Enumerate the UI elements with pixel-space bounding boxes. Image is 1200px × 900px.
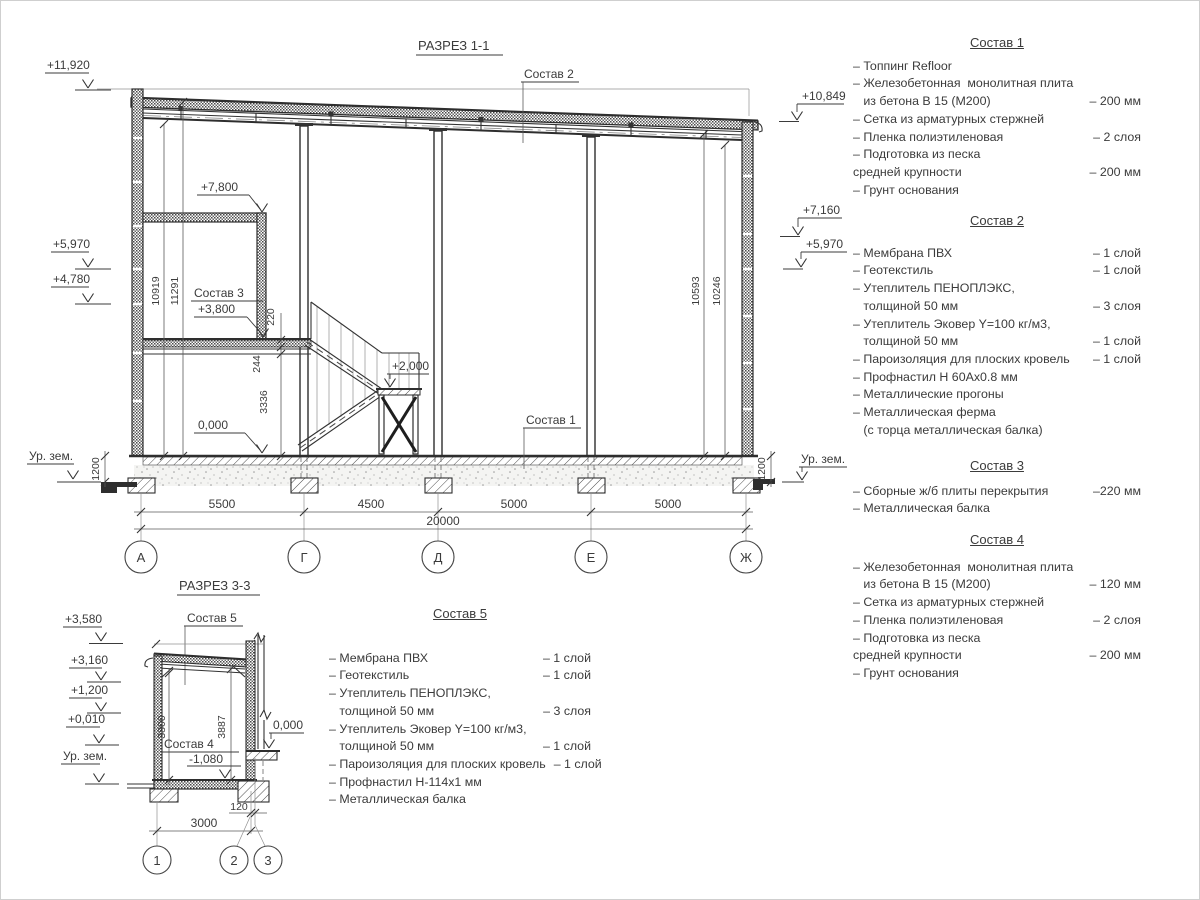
- composition-line: – Железобетонная монолитная плита: [853, 559, 1074, 574]
- razrez-1-1-section: [27, 38, 847, 573]
- sostav-3-title: Состав 3: [970, 458, 1024, 473]
- r3-footing-right: [238, 781, 269, 802]
- axis-2: 2: [230, 853, 238, 868]
- sostav-4-rows: [853, 559, 1141, 683]
- elev-0010: +0,010: [68, 712, 106, 726]
- elev-7160: +7,160: [803, 203, 841, 217]
- elev-10849: +10,849: [802, 89, 846, 103]
- dim-5000-b: 5000: [654, 497, 682, 511]
- dim-244: 244: [251, 355, 263, 373]
- composition-line: – Профнастил Н-114х1 мм: [329, 774, 482, 789]
- sostav-1-list: [853, 34, 1141, 199]
- sostav-1-title: Состав 1: [970, 35, 1024, 50]
- composition-line: – Мембрана ПВХ – 1 слой: [853, 245, 1141, 260]
- dim-3000: 3000: [190, 816, 218, 830]
- sostav-3-rows: [853, 483, 1141, 518]
- dim-3336: 3336: [258, 390, 270, 414]
- composition-line: – Подготовка из песка: [853, 147, 981, 162]
- sostav-5-title: Состав 5: [433, 606, 487, 621]
- dim-4500: 4500: [357, 497, 385, 511]
- sostav1-label: Состав 1: [526, 413, 576, 427]
- dim-220: 220: [265, 308, 277, 326]
- composition-line: (с торца металлическая балка): [853, 422, 1043, 437]
- roof: [131, 98, 762, 141]
- sostav-3-list: [853, 457, 1141, 518]
- elev-0000: 0,000: [198, 418, 229, 432]
- composition-line: толщиной 50 мм – 1 слой: [853, 334, 1141, 349]
- axis-g: Г: [300, 550, 308, 565]
- sostav-2-title: Состав 2: [970, 213, 1024, 228]
- axis-a: А: [136, 550, 146, 565]
- composition-line: – Утеплитель ПЕНОПЛЭКС,: [329, 686, 491, 701]
- right-wall: [742, 122, 753, 456]
- elev-11920: +11,920: [47, 58, 90, 72]
- composition-line: – Профнастил Н 60Ах0.8 мм: [853, 369, 1018, 384]
- vertical-dimensions: [90, 98, 775, 487]
- elev-1200: +1,200: [71, 683, 109, 697]
- elev-3580: +3,580: [65, 612, 103, 626]
- composition-line: – Пароизоляция для плоских кровель – 1 слой: [329, 756, 602, 771]
- elevation-marks-left: [27, 58, 111, 482]
- dim-1200-left: 1200: [90, 457, 102, 481]
- r3-footing-left: [150, 789, 178, 802]
- elev-3800: +3,800: [198, 302, 236, 316]
- dim-1200-right: 1200: [756, 457, 768, 481]
- elev-5970-left: +5,970: [53, 237, 91, 251]
- sostav-5-rows: [329, 650, 602, 809]
- dim-11291: 11291: [169, 276, 181, 306]
- composition-line: – Пленка полиэтиленовая – 2 слоя: [853, 612, 1141, 627]
- dim-3887: 3887: [216, 715, 228, 739]
- stairs: [298, 302, 422, 454]
- r3-elevation-marks: [61, 612, 123, 784]
- composition-line: из бетона В 15 (М200) – 200 мм: [853, 94, 1141, 109]
- composition-line: средней крупности – 200 мм: [853, 648, 1141, 663]
- dim-10593: 10593: [690, 276, 702, 306]
- composition-line: – Грунт основания: [853, 182, 959, 197]
- composition-line: – Металлические прогоны: [853, 387, 1004, 402]
- sostav2-label: Состав 2: [524, 67, 574, 81]
- composition-line: – Утеплитель Эковер Y=100 кг/м3,: [853, 316, 1051, 331]
- left-wall: [132, 89, 143, 456]
- razrez-1-1-title: РАЗРЕЗ 1-1: [418, 38, 490, 53]
- dim-5000-a: 5000: [500, 497, 528, 511]
- sostav-2-list: [853, 212, 1141, 439]
- axis-e: Е: [586, 550, 596, 565]
- elev-3160: +3,160: [71, 653, 109, 667]
- axis-zh: Ж: [739, 550, 753, 565]
- bottom-dimension-chain: [125, 494, 762, 573]
- elev-4780: +4,780: [53, 272, 91, 286]
- r3-right-wall: [246, 641, 255, 787]
- dim-10919: 10919: [150, 276, 162, 306]
- ground-label-right: Ур. зем.: [801, 452, 846, 466]
- composition-line: из бетона В 15 (М200) – 120 мм: [853, 577, 1141, 592]
- composition-line: – Металлическая балка: [853, 501, 990, 516]
- razrez-3-3-section: [61, 578, 304, 874]
- axis-bubbles: [125, 541, 762, 573]
- composition-line: толщиной 50 мм – 1 слой: [329, 739, 591, 754]
- axis-d: Д: [433, 550, 443, 565]
- sostav-1-rows: [853, 58, 1141, 200]
- composition-line: – Грунт основания: [853, 665, 959, 680]
- composition-line: – Геотекстиль – 1 слой: [329, 668, 591, 683]
- composition-line: толщиной 50 мм – 3 слоя: [853, 298, 1141, 313]
- dim-3800: 3800: [156, 715, 168, 739]
- composition-line: – Железобетонная монолитная плита: [853, 76, 1074, 91]
- composition-line: – Пленка полиэтиленовая – 2 слоя: [853, 129, 1141, 144]
- composition-line: – Сетка из арматурных стержней: [853, 595, 1045, 610]
- flight-upper: [305, 339, 382, 394]
- sostav5-label: Состав 5: [187, 611, 237, 625]
- composition-line: – Мембрана ПВХ – 1 слой: [329, 650, 591, 665]
- sostav-4-list: [853, 531, 1141, 683]
- composition-line: – Сетка из арматурных стержней: [853, 111, 1045, 126]
- composition-line: – Подготовка из песка: [853, 630, 981, 645]
- sostav-5-list: [329, 605, 602, 809]
- composition-line: средней крупности – 200 мм: [853, 164, 1141, 179]
- composition-line: – Сборные ж/б плиты перекрытия –220 мм: [853, 483, 1141, 498]
- razrez-3-3-title: РАЗРЕЗ 3-3: [179, 578, 251, 593]
- elev-5970-right: +5,970: [806, 237, 844, 251]
- sostav-4-title: Состав 4: [970, 532, 1024, 547]
- r3-ground-label: Ур. зем.: [63, 749, 108, 763]
- ground-label-left: Ур. зем.: [29, 449, 74, 463]
- composition-line: – Утеплитель Эковер Y=100 кг/м3,: [329, 721, 527, 736]
- landing-platform: [376, 389, 422, 454]
- elev-r3-0000: 0,000: [273, 718, 304, 732]
- axis-1: 1: [153, 853, 161, 868]
- dim-120: 120: [230, 801, 248, 813]
- r3-ledge: [246, 751, 277, 760]
- composition-line: – Пароизоляция для плоских кровель – 1 слой: [853, 351, 1141, 366]
- composition-line: – Металлическая ферма: [853, 405, 996, 420]
- elev-7800: +7,800: [201, 180, 239, 194]
- elev-2000: +2,000: [392, 359, 430, 373]
- sostav-2-rows: [853, 245, 1141, 440]
- dim-20000: 20000: [426, 514, 460, 528]
- sostav3-label: Состав 3: [194, 286, 244, 300]
- composition-line: – Утеплитель ПЕНОПЛЭКС,: [853, 281, 1015, 296]
- gutter-hook-r3: [145, 658, 153, 667]
- composition-line: – Топпинг Refloor: [853, 58, 952, 73]
- dim-10246: 10246: [711, 276, 723, 306]
- composition-line: толщиной 50 мм – 3 слоя: [329, 703, 591, 718]
- elevation-marks-right: [779, 89, 847, 482]
- r3-bottom-dims: [143, 758, 282, 874]
- sostav4-label: Состав 4: [164, 737, 214, 751]
- axis-3: 3: [264, 853, 272, 868]
- r3-structure: [127, 633, 280, 802]
- composition-line: – Металлическая балка: [329, 792, 466, 807]
- composition-line: – Геотекстиль – 1 слой: [853, 263, 1141, 278]
- elev-m1080: -1,080: [189, 752, 224, 766]
- r3-adjacent-wall: [254, 633, 271, 749]
- floor-slab: [101, 456, 775, 493]
- dim-5500: 5500: [208, 497, 236, 511]
